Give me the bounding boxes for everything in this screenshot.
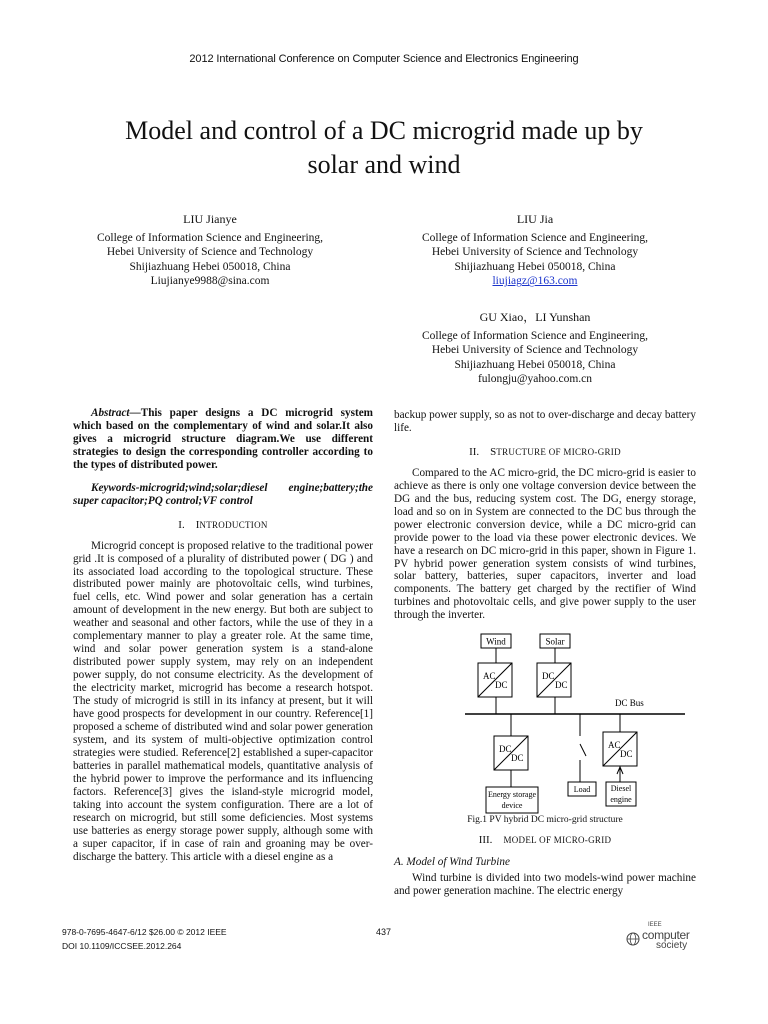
section-heading-model: III. MODEL OF MICRO-GRID	[478, 834, 612, 846]
author-university: Hebei University of Science and Technology	[431, 344, 639, 357]
footer-doi: DOI 10.1109/ICCSEE.2012.264	[62, 941, 182, 951]
storage-converter-dc-out-label: DC	[511, 753, 524, 763]
diesel-label-2: engine	[610, 795, 632, 804]
diesel-converter-dc-label: DC	[620, 749, 633, 759]
right-column-lower	[394, 834, 696, 898]
globe-icon	[626, 932, 640, 946]
ieee-computer-society-logo	[626, 922, 708, 952]
introduction-text: Microgrid concept is proposed relative to the traditional power grid .It is composed of a plurality of distributed power ( DG ) and its associated load according to the topological structure. These distributed power mainly are photovoltaic cells, wind turbines, fuel cells, etc. Wind power and solar generation has a certain amount of development in the new energy. But both are subject to weather and seasonal and other factors, while the use of they in a complementary manner to play a greater role. At the same time, wind and solar power generation system is a stand-alone distributed power supply system, may rely on an independent power supply, do not consume electricity. As the development of the electricity market, microgrid has become a research hotspot. The study of microgrid is still in its infancy at present, but it will have good prospects for development in our country. Reference[1] proposed a scheme of distributed wind and solar power generation system, and its system of multi-objective optimization control strategies were studied. Reference[2] established a super-capacitor batteries in parallel mathematical models, quantitative analysis of the hybrid power to improve the performance and its influencing factors. Reference[3] gives the island-style microgrid model, taking into account the system configuration. There are a lot of research on microgrid, but still some deficiencies. Most systems use batteries as energy storage power supply, although some with a super capacitor, if in case of rain and groaning may be over-discharge the battery. This article with a diesel engine as a	[73, 539, 373, 863]
author-email: Liujianye9988@sina.com	[150, 275, 270, 288]
author-block-2	[385, 212, 685, 289]
solar-converter-dc-in-label: DC	[542, 671, 555, 681]
author-university: Hebei University of Science and Technology	[431, 246, 639, 259]
page-number: 437	[376, 927, 392, 937]
title-line-1: Model and control of a DC microgrid made up by	[125, 116, 643, 145]
author-affiliation: College of Information Science and Engineering,	[421, 231, 649, 244]
logo-computer-text: computer	[642, 928, 690, 942]
keywords: Keywords-microgrid;wind;solar;diesel engine;battery;the super capacitor;PQ control;VF control	[73, 481, 373, 507]
abstract-lead: Abstract	[91, 407, 130, 419]
author-email-link[interactable]: liujiagz@163.com	[492, 275, 578, 288]
storage-converter-dc-in-label: DC	[499, 744, 512, 754]
footer-isbn: 978-0-7695-4647-6/12 $26.00 © 2012 IEEE	[62, 927, 227, 937]
wind-turbine-text: Wind turbine is divided into two models-wind power machine and power generation machine. The electric energy	[394, 871, 696, 897]
author-name: GU Xiao，LI Yunshan	[479, 310, 591, 324]
logo-ieee-text: IEEE	[648, 922, 662, 928]
energy-storage-label-2: device	[501, 801, 523, 810]
wind-converter-dc-label: DC	[495, 680, 508, 690]
solar-label: Solar	[545, 636, 565, 647]
solar-converter-dc-out-label: DC	[555, 680, 568, 690]
wind-label: Wind	[486, 636, 506, 647]
abstract-body: —This paper designs a DC microgrid system which based on the complementary of wind and solar.It also gives a microgrid structure diagram.We use different strategies to design the corresponding controller according to the types of distributed power.	[73, 407, 373, 471]
title-line-2: solar and wind	[307, 150, 461, 179]
load-label: Load	[573, 785, 591, 794]
figure-caption: Fig.1 PV hybrid DC micro-grid structure	[467, 815, 623, 825]
author-name: LIU Jia	[516, 212, 554, 226]
right-column	[394, 409, 696, 622]
logo-society-text: society	[656, 940, 688, 951]
paper-title	[60, 114, 708, 182]
author-city: Shijiazhuang Hebei 050018, China	[129, 260, 291, 273]
diesel-converter-ac-label: AC	[608, 740, 621, 750]
author-affiliation: College of Information Science and Engineering,	[421, 329, 649, 342]
energy-storage-label-1: Energy storage	[487, 790, 537, 799]
author-name: LIU Jianye	[183, 212, 237, 226]
author-city: Shijiazhuang Hebei 050018, China	[454, 260, 616, 273]
author-email: fulongju@yahoo.com.cn	[477, 373, 593, 386]
dc-bus-label: DC Bus	[615, 698, 644, 708]
structure-text: Compared to the AC micro-grid, the DC micro-grid is easier to achieve as there is only one voltage conversion device between the DG and the bus, reducing system cost. The DG, energy storage, load and so on in System are connected to the DC bus through the power electronic conversion device, while a DC micro-grid can provide power to the load via these power electronic devices. We have a research on DC micro-grid in this paper, shown in Figure 1. PV hybrid power generation system consists of wind turbines, solar battery, batteries, super capacitors, inverter and load components. The battery get charged by the rectifier of Wind turbines and photovoltaic cells, and give power supply to the user through the inverter.	[394, 466, 696, 622]
microgrid-diagram	[455, 632, 695, 814]
load-switch	[580, 744, 586, 756]
wind-converter-ac-label: AC	[483, 671, 496, 681]
author-affiliation: College of Information Science and Engineering,	[96, 231, 324, 244]
author-block-3	[385, 310, 685, 387]
author-city: Shijiazhuang Hebei 050018, China	[454, 358, 616, 371]
abstract	[73, 407, 373, 472]
conference-header: 2012 International Conference on Computer Science and Electronics Engineering	[189, 53, 579, 65]
continued-text: backup power supply, so as not to over-discharge and decay battery life.	[394, 409, 696, 434]
author-university: Hebei University of Science and Technology	[106, 246, 314, 259]
section-heading-structure: II. STRUCTURE OF MICRO-GRID	[469, 445, 621, 458]
author-block-1	[60, 212, 360, 289]
diesel-label-1: Diesel	[610, 784, 632, 793]
subsection-heading-wind-turbine: A. Model of Wind Turbine	[394, 855, 510, 868]
section-heading-introduction: I. INTRODUCTION	[178, 518, 268, 531]
left-column	[73, 407, 373, 863]
